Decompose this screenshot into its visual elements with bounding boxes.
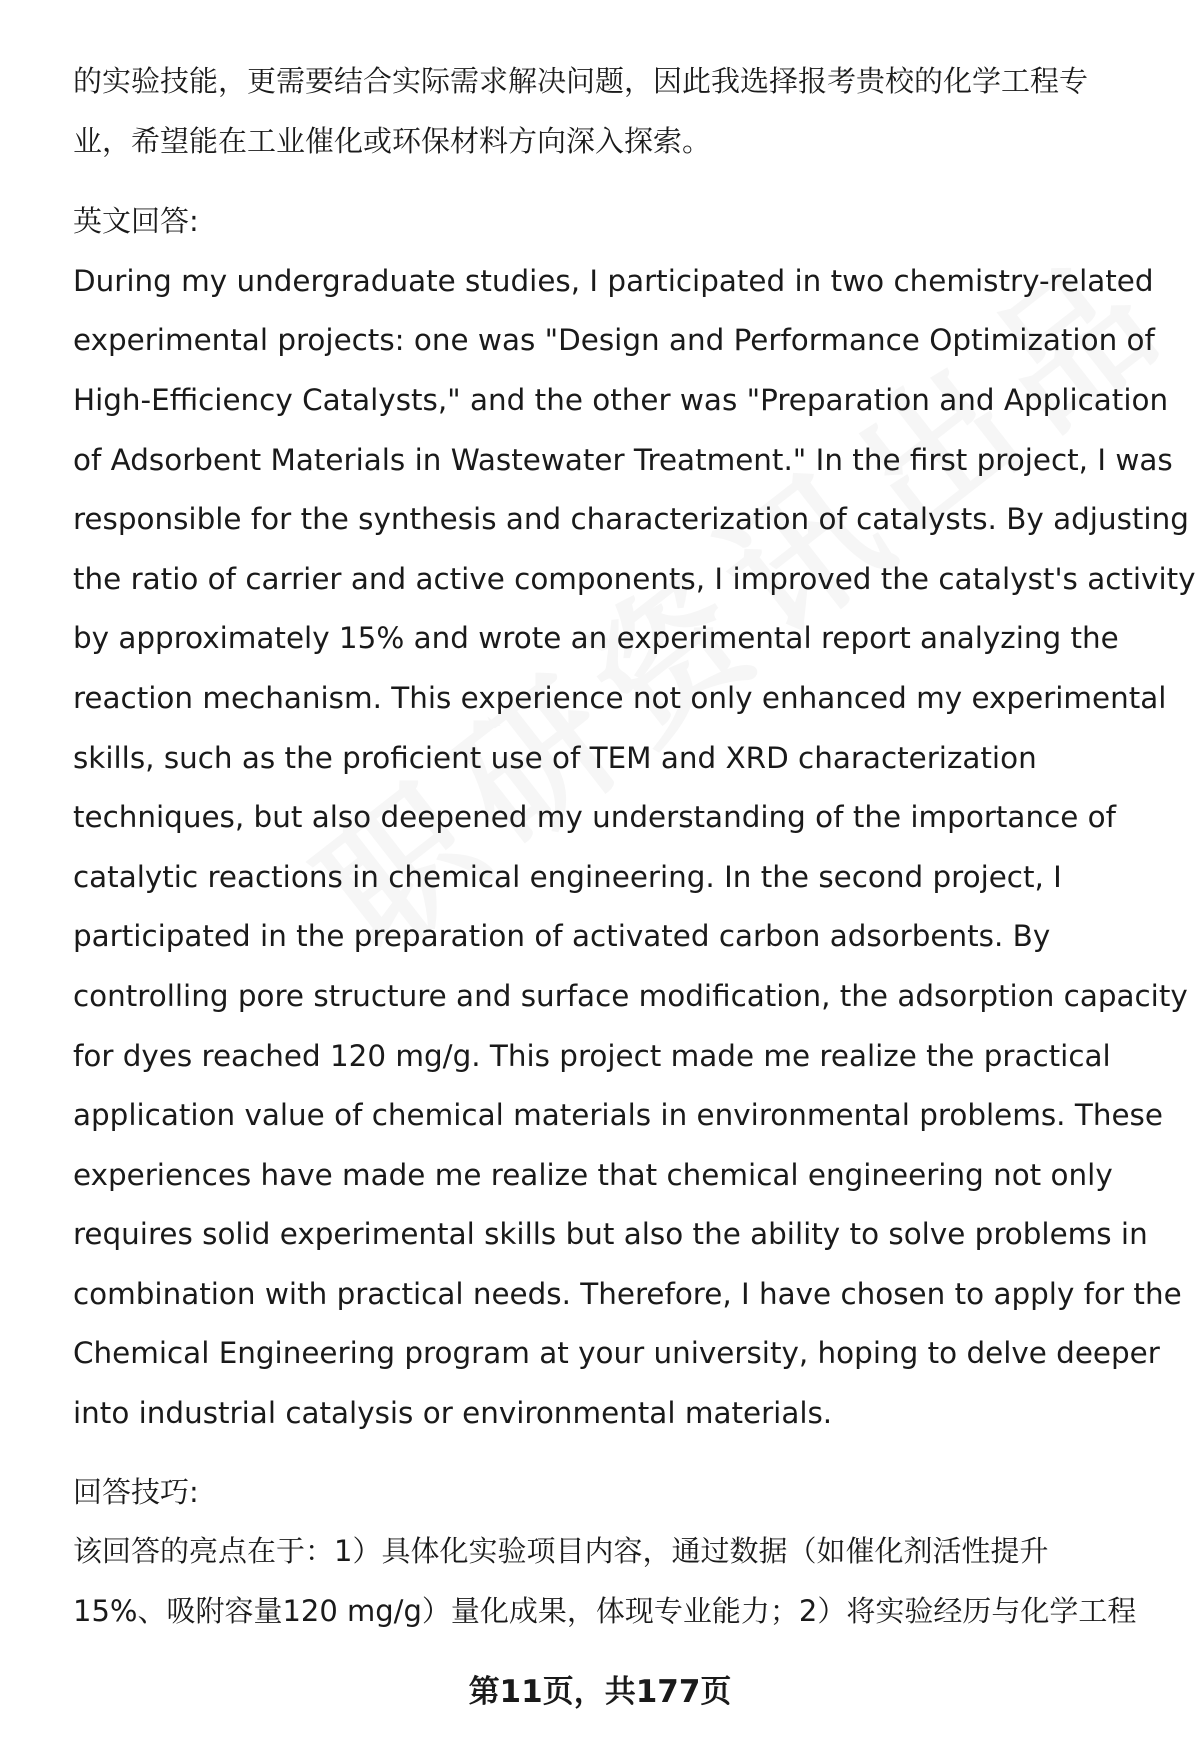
tips-heading: 回答技巧: [73, 1474, 199, 1509]
english-line: the ratio of carrier and active components, I improved the catalyst's activity [73, 561, 1196, 596]
english-line: into industrial catalysis or environmental materials. [73, 1396, 833, 1431]
page-number-footer: 第11页，共177页 [468, 1674, 732, 1710]
english-line: of Adsorbent Materials in Wastewater Treatment." In the first project, I was [73, 442, 1173, 477]
english-line: skills, such as the proficient use of TEM and XRD characterization [73, 740, 1037, 775]
tips-line: 15%、吸附容量120 mg/g）量化成果，体现专业能力；2）将实验经历与化学工程 [73, 1593, 1137, 1628]
english-line: for dyes reached 120 mg/g. This project made me realize the practical [73, 1038, 1111, 1073]
english-line: combination with practical needs. Therefore, I have chosen to apply for the [73, 1276, 1182, 1311]
english-line: responsible for the synthesis and characterization of catalysts. By adjusting [73, 502, 1189, 537]
intro-line: 的实验技能，更需要结合实际需求解决问题，因此我选择报考贵校的化学工程专 [73, 64, 1089, 98]
english-line: High-Efficiency Catalysts," and the other was "Preparation and Application [73, 382, 1169, 417]
english-answer-paragraph [73, 252, 1196, 1444]
tips-line: 该回答的亮点在于：1）具体化实验项目内容，通过数据（如催化剂活性提升 [73, 1534, 1049, 1569]
english-line: Chemical Engineering program at your university, hoping to delve deeper [73, 1336, 1160, 1371]
english-line: application value of chemical materials in environmental problems. These [73, 1098, 1163, 1133]
document-page [73, 52, 1196, 1641]
english-line: by approximately 15% and wrote an experimental report analyzing the [73, 621, 1119, 656]
english-line: techniques, but also deepened my understanding of the importance of [73, 800, 1116, 835]
english-line: catalytic reactions in chemical engineering. In the second project, I [73, 859, 1062, 894]
tips-paragraph [73, 1522, 1163, 1641]
english-line: requires solid experimental skills but also the ability to solve problems in [73, 1217, 1148, 1252]
english-line: participated in the preparation of activated carbon adsorbents. By [73, 919, 1051, 954]
english-line: controlling pore structure and surface modification, the adsorption capacity [73, 978, 1188, 1013]
english-line: experimental projects: one was "Design and Performance Optimization of [73, 323, 1155, 358]
english-answer-heading: 英文回答: [73, 204, 199, 239]
english-line: experiences have made me realize that chemical engineering not only [73, 1157, 1113, 1192]
intro-paragraph [73, 52, 1163, 171]
english-line: During my undergraduate studies, I participated in two chemistry-related [73, 263, 1154, 298]
english-line: reaction mechanism. This experience not only enhanced my experimental [73, 680, 1167, 715]
intro-line: 业，希望能在工业催化或环保材料方向深入探索。 [73, 123, 712, 158]
